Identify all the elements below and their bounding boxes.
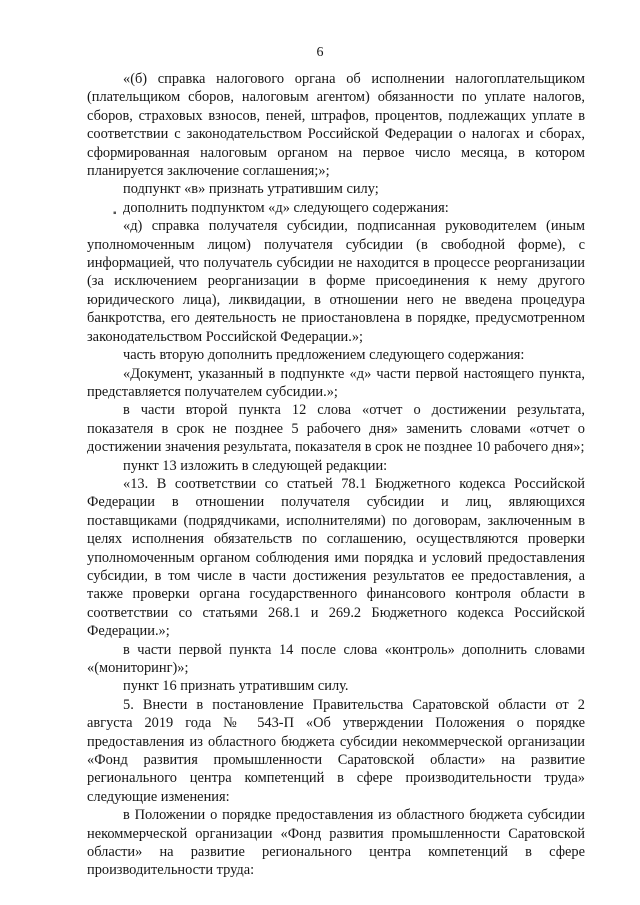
paragraph-subclause-d-text: «д) справка получателя субсидии, подписанная руководителем (иным уполномоченным лицом) получателя субсидии (в свободной форме), с информацией, что получатель субсидии не находится в процессе реорганизации (за исключением реорганизации в форме присоединения к нему другого юридического лица), ликвидации, в отношении него не введена процедура банкротства, его деятельность не приостановлена в порядке, предусмотренном законодательством Российской Федерации.»; <box>87 218 585 345</box>
paragraph-part-two-addition: часть вторую дополнить предложением следующего содержания: <box>123 347 525 364</box>
paragraph-tax-certificate: «(б) справка налогового органа об исполнении налогоплательщиком (плательщиком сборов, налоговым агентом) обязанности по уплате налогов, сборов, страховых взносов, пеней, штрафов, процентов, подлежащих уплате в соответствии с законодательством Российской Федерации о налогах и сборах, сформированная налоговым органом на первое число месяца, в котором планируется заключение соглашения;»; <box>87 71 585 180</box>
paragraph-clause-12-change: в части второй пункта 12 слова «отчет о достижении результата, показателя в срок не позднее 5 рабочего дня» заменить словами «отчет о достижении значения результата, показателя в срок не позднее 10 рабочего дня»; <box>87 402 585 456</box>
page-number: 6 <box>316 45 324 60</box>
paragraph-clause-16-void: пункт 16 признать утратившим силу. <box>123 678 349 695</box>
document-body <box>87 70 585 880</box>
margin-mark: ▪ <box>113 208 117 219</box>
paragraph-item-5: 5. Внести в постановление Правительства Саратовской области от 2 августа 2019 года № 543-П «Об утверждении Положения о порядке предоставления из областного бюджета субсидии некоммерческой организации «Фонд развития промышленности Саратовской области» на развитие регионального центра компетенций в сфере производительности труда» следующие изменения: <box>87 696 585 805</box>
paragraph-clause-14-change: в части первой пункта 14 после слова «контроль» дополнить словами «(мониторинг)»; <box>87 641 585 676</box>
paragraph-clause-13-text: «13. В соответствии со статьей 78.1 Бюджетного кодекса Российской Федерации в отношении получателя субсидии и лиц, являющихся поставщиками (подрядчиками, исполнителями) по договорам, заключенным в целях исполнения обязательств по соглашению, осуществляются проверки уполномоченным органом соблюдения ими порядка и условий предоставления субсидии, в том числе в части достижения результатов ее предоставления, а также проверки органа государственного финансового контроля области в соответствии со статьями 268.1 и 269.2 Бюджетного кодекса Российской Федерации.»; <box>87 475 585 640</box>
paragraph-document-provided: «Документ, указанный в подпункте «д» части первой настоящего пункта, представляется получателем субсидии.»; <box>87 365 585 400</box>
paragraph-add-subclause-d: дополнить подпунктом «д» следующего содержания: <box>123 199 449 216</box>
paragraph-regulation-intro: в Положении о порядке предоставления из областного бюджета субсидии некоммерческой организации «Фонд развития промышленности Саратовской области» на развитие регионального центра компетенций в сфере производительности труда: <box>87 807 585 879</box>
paragraph-clause-13-intro: пункт 13 изложить в следующей редакции: <box>123 457 388 474</box>
paragraph-subclause-v-void: подпункт «в» признать утратившим силу; <box>123 181 379 198</box>
